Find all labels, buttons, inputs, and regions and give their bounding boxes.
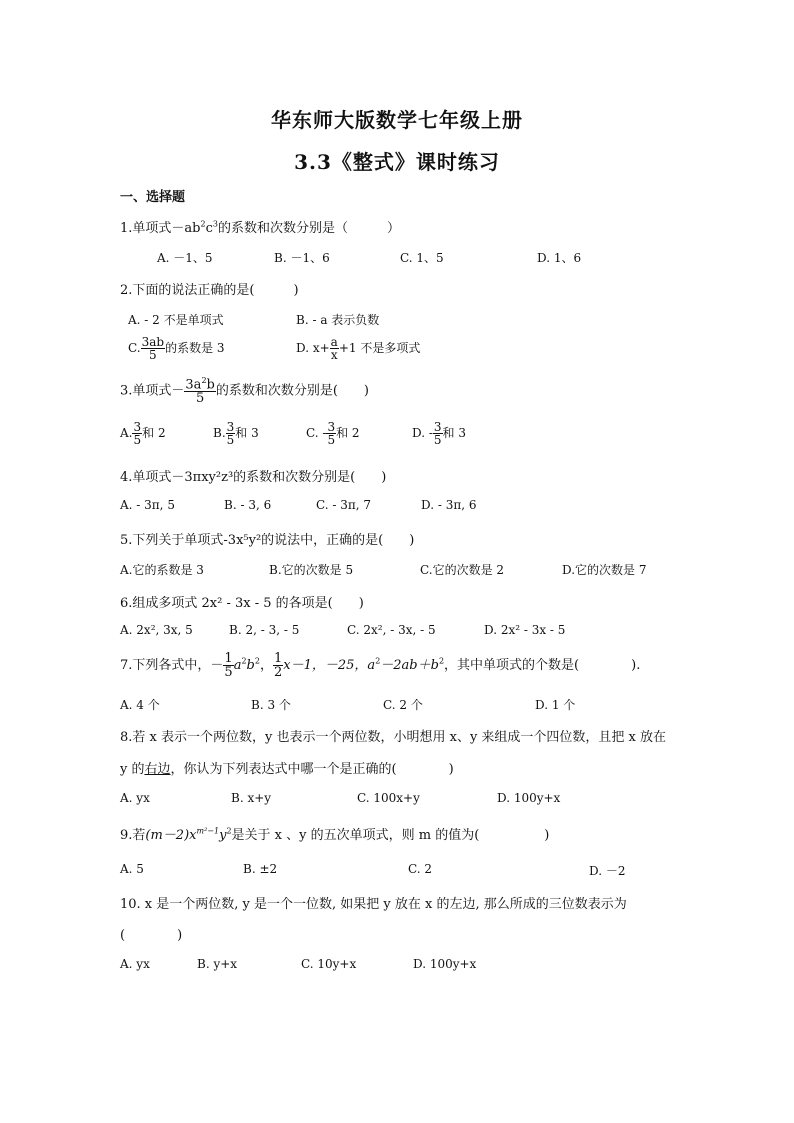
q7-term-1b: b (246, 658, 255, 673)
q2-optd-num: a (330, 335, 338, 349)
q3-option-b (213, 421, 259, 446)
q3-optc-num: 3 (327, 420, 336, 434)
q2-option-a: A. - 2 不是单项式 (128, 313, 224, 327)
question-5-stem: 5.下列关于单项式-3x⁵y²的说法中，正确的是( ) (120, 533, 415, 548)
q1-option-b: B. －1、6 (274, 251, 330, 265)
q3-opta-pre: A. (120, 426, 133, 440)
q7-sep-1: ， (259, 658, 273, 673)
q7-fraction-1 (223, 652, 233, 679)
q7-fraction-2 (273, 652, 283, 679)
q7-f1-num: 1 (224, 651, 233, 666)
q9-option-b: B. ±2 (243, 862, 278, 876)
q3-optc-den: 5 (327, 433, 336, 447)
q2-optd-fraction (330, 336, 339, 361)
q7-f1-den: 5 (224, 665, 233, 680)
question-7-stem (120, 652, 640, 679)
q2-optc-den: 5 (149, 348, 157, 362)
question-8-line-1: 8.若 x 表示一个两位数，y 也表示一个两位数，小明想用 x、y 来组成一个四位数，且把 x 放在 (120, 730, 667, 745)
q6-option-d: D. 2x² - 3x - 5 (484, 623, 566, 637)
q5-option-d: D.它的次数是 7 (562, 563, 647, 577)
q7-option-d: D. 1 个 (535, 698, 576, 712)
q9-stem-pre: 9.若 (120, 828, 146, 843)
q3-opta-den: 5 (133, 433, 142, 447)
question-4-stem: 4.单项式－3πxy²z³的系数和次数分别是( ) (120, 470, 387, 485)
q7-option-c: C. 2 个 (383, 698, 423, 712)
q10-option-b: B. y+x (197, 957, 238, 971)
question-8-line-2 (120, 758, 454, 777)
q9-expr-sup: m²−1 (196, 826, 220, 836)
q9-option-c: C. 2 (408, 862, 433, 876)
q3-opta-num: 3 (133, 420, 142, 434)
q3-num-sup: 2 (201, 376, 207, 385)
q2-optd-post: +1 不是多项式 (338, 341, 421, 355)
q7-term-1b-sup: 2 (254, 656, 260, 666)
q3-opta-post: 和 2 (142, 426, 166, 440)
q2-option-d (296, 336, 420, 361)
q7-term-3a-sup: 2 (375, 656, 381, 666)
q3-stem-post: 的系数和次数分别是( ) (215, 383, 370, 399)
question-6-stem: 6.组成多项式 2x² - 3x - 5 的各项是( ) (120, 596, 364, 611)
q10-option-c: C. 10y+x (301, 957, 357, 971)
q2-optd-pre: D. x+ (296, 341, 330, 355)
q3-num (184, 377, 215, 392)
q6-option-b: B. 2, - 3, - 5 (229, 623, 300, 637)
q2-optc-post: 的系数是 3 (165, 341, 225, 355)
q9-option-a: A. 5 (120, 862, 144, 876)
q3-optc-fraction (326, 421, 336, 446)
q3-option-d (412, 421, 466, 446)
q8-line2-b: ，你认为下列表达式中哪一个是正确的( ) (170, 762, 454, 777)
q1-sup2: 3 (212, 219, 218, 229)
q1-option-c: C. 1、5 (400, 251, 444, 265)
q7-f2-den: 2 (273, 665, 283, 680)
question-9-stem (120, 824, 549, 843)
q1-sup1: 2 (200, 219, 206, 229)
q8-line2-a: y 的 (120, 762, 145, 777)
q3-num-a: 3a (185, 377, 202, 393)
q8-option-a: A. yx (120, 791, 150, 805)
q2-option-c (128, 336, 225, 361)
q1-stem-c: 的系数和次数分别是（ ） (217, 221, 400, 236)
q8-line2-underlined: 右边 (144, 762, 171, 777)
q3-optd-num: 3 (433, 420, 442, 434)
question-2-stem: 2.下面的说法正确的是( ) (120, 283, 299, 298)
question-3-stem (120, 377, 369, 405)
q3-optc-post: 和 2 (336, 426, 360, 440)
q9-expr-a: (m－2)x (145, 828, 197, 843)
q7-f2-num: 1 (273, 651, 283, 666)
q10-option-a: A. yx (120, 957, 150, 971)
q1-option-d: D. 1、6 (537, 251, 582, 265)
q7-stem-pre: 7.下列各式中，－ (120, 658, 224, 673)
q4-option-a: A. - 3π, 5 (120, 498, 175, 512)
question-1-stem (120, 217, 400, 236)
page-title: 华东师大版数学七年级上册 (271, 108, 523, 132)
q8-option-b: B. x+y (231, 791, 272, 805)
question-10-line-1: 10. x 是一个两位数, y 是一个一位数, 如果把 y 放在 x 的左边, 那么所成的三位数表示为 (120, 897, 627, 912)
q2-optc-num: 3ab (141, 335, 165, 349)
q3-fraction (184, 377, 215, 405)
q6-option-a: A. 2x², 3x, 5 (120, 623, 193, 637)
q3-optd-den: 5 (433, 433, 442, 447)
q3-opta-fraction (132, 421, 142, 446)
q4-option-d: D. - 3π, 6 (421, 498, 477, 512)
q3-optb-num: 3 (226, 420, 235, 434)
q7-option-a: A. 4 个 (120, 698, 160, 712)
q7-stem-post: ，其中单项式的个数是( ). (444, 658, 641, 673)
q3-optd-post: 和 3 (442, 426, 466, 440)
q2-option-b: B. - a 表示负数 (296, 313, 380, 327)
q7-term-3b-sup: 2 (438, 656, 445, 666)
q3-num-b: b (206, 377, 215, 393)
q7-term-1a-sup: 2 (241, 656, 247, 666)
q7-option-b: B. 3 个 (251, 698, 291, 712)
q5-option-a: A.它的系数是 3 (120, 563, 204, 577)
q3-option-c (306, 421, 360, 446)
q5-option-c: C.它的次数是 2 (420, 563, 505, 577)
question-10-line-2: ( ) (120, 928, 183, 943)
q5-option-b: B.它的次数是 5 (269, 563, 354, 577)
q7-term-2: x－1，－25， (283, 658, 368, 673)
section-heading: 一、选择题 (120, 190, 186, 205)
q7-term-3b: －2ab＋b (380, 658, 439, 673)
q9-option-d: D. －2 (589, 864, 626, 878)
q3-optb-pre: B. (213, 426, 226, 440)
q9-stem-post: 是关于 x 、y 的五次单项式，则 m 的值为( ) (231, 828, 550, 843)
q7-term-1a: a (233, 658, 242, 673)
q2-optd-den: x (330, 348, 338, 362)
q2-optc-fraction (141, 336, 165, 361)
q3-den: 5 (195, 391, 205, 407)
q4-option-c: C. - 3π, 7 (316, 498, 372, 512)
q8-option-c: C. 100x+y (357, 791, 420, 805)
q8-option-d: D. 100y+x (497, 791, 561, 805)
q3-optb-post: 和 3 (235, 426, 259, 440)
q3-optb-den: 5 (226, 433, 235, 447)
q1-option-a: A. －1、5 (157, 251, 213, 265)
page-subtitle: 3.3《整式》课时练习 (294, 150, 500, 174)
q3-optc-pre: C. - (306, 426, 327, 440)
q3-stem-pre: 3.单项式－ (120, 383, 185, 399)
q3-optb-fraction (226, 421, 236, 446)
q6-option-c: C. 2x², - 3x, - 5 (347, 623, 436, 637)
q1-stem-b: c (205, 221, 213, 236)
q4-option-b: B. - 3, 6 (224, 498, 272, 512)
q7-term-3a: a (367, 658, 376, 673)
q9-expr-sup2: 2 (226, 826, 232, 836)
q3-optd-pre: D. - (412, 426, 433, 440)
q3-optd-fraction (433, 421, 443, 446)
q9-expr-b: y (219, 828, 227, 843)
q1-stem-a: 1.单项式－ab (120, 221, 201, 236)
q3-option-a (120, 421, 166, 446)
q10-option-d: D. 100y+x (413, 957, 477, 971)
q2-optc-pre: C. (128, 341, 141, 355)
